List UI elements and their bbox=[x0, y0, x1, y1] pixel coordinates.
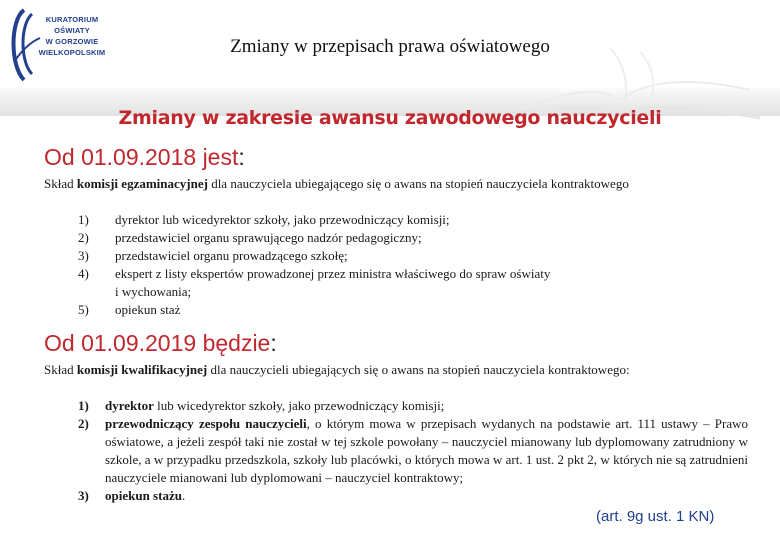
section-title: Zmiany w zakresie awansu zawodowego nauczycieli bbox=[118, 107, 662, 129]
logo-line: KURATORIUM bbox=[45, 15, 99, 24]
list-item bbox=[78, 211, 748, 229]
intro-text: dla nauczyciela ubiegającego się o awans na stopień nauczyciela kontraktowego bbox=[207, 176, 629, 191]
intro-2019 bbox=[44, 361, 748, 379]
logo-line: WIELKOPOLSKIM bbox=[38, 48, 106, 57]
heading-2018 bbox=[44, 144, 245, 171]
item-text: . bbox=[181, 488, 186, 503]
intro-2018 bbox=[44, 175, 748, 193]
item-text: opiekun staż bbox=[115, 302, 181, 317]
item-bold: dyrektor bbox=[105, 398, 154, 413]
heading-2019-text: Od 01.09.2019 będzie bbox=[44, 330, 271, 356]
list-item bbox=[78, 487, 748, 505]
item-bold: opiekun stażu bbox=[105, 488, 182, 503]
item-continuation: i wychowania; bbox=[115, 284, 192, 299]
intro-text: Skład bbox=[44, 362, 77, 377]
item-number: 1) bbox=[78, 212, 89, 227]
intro-bold: komisji egzaminacyjnej bbox=[76, 176, 208, 191]
heading-colon: : bbox=[238, 144, 245, 170]
list-item bbox=[78, 247, 748, 265]
item-number: 3) bbox=[78, 488, 89, 503]
intro-bold: komisji kwalifikacyjnej bbox=[76, 362, 208, 377]
logo-line: OŚWIATY bbox=[54, 26, 90, 35]
legal-citation: (art. 9g ust. 1 KN) bbox=[596, 508, 715, 525]
list-item bbox=[78, 415, 748, 487]
heading-2018-text: Od 01.09.2018 jest bbox=[44, 144, 239, 170]
item-number: 3) bbox=[78, 248, 89, 263]
intro-text: Skład bbox=[44, 176, 77, 191]
item-number: 2) bbox=[78, 230, 89, 245]
list-item bbox=[78, 397, 748, 415]
logo-line: W GORZOWIE bbox=[45, 37, 99, 46]
heading-colon: : bbox=[270, 330, 277, 356]
item-text: przedstawiciel organu sprawującego nadzór pedagogiczny; bbox=[115, 230, 422, 245]
list-item bbox=[78, 229, 748, 247]
item-text: , o którym mowa w przepisach wydanych na podstawie art. 111 ustawy – Prawo oświatowe, a jeżeli zespół taki nie został w tej szkole powołany – nauczyciel mianowany lub dyplomowany zatrudniony w szkole, a w przypadku przedszkola, szkoły lub placówki, o których mowa w art. 1 ust. 2 pkt 2, w których nie są zatrudnieni nauczyciele mianowani lub dyplomowani – nauczyciel kontraktowy; bbox=[105, 416, 749, 485]
page-title: Zmiany w przepisach prawa oświatowego bbox=[230, 36, 550, 57]
item-text: lub wicedyrektor szkoły, jako przewodniczący komisji; bbox=[153, 398, 445, 413]
committee-list-2019 bbox=[78, 397, 748, 505]
item-number: 2) bbox=[78, 416, 89, 431]
item-bold: przewodniczący zespołu nauczycieli bbox=[105, 416, 307, 431]
item-text: dyrektor lub wicedyrektor szkoły, jako przewodniczący komisji; bbox=[115, 212, 450, 227]
list-item bbox=[78, 265, 748, 301]
item-text: ekspert z listy ekspertów prowadzonej przez ministra właściwego do spraw oświaty bbox=[115, 266, 551, 281]
item-number: 4) bbox=[78, 266, 89, 281]
item-number: 5) bbox=[78, 302, 89, 317]
committee-list-2018 bbox=[78, 211, 748, 319]
item-number: 1) bbox=[78, 398, 89, 413]
intro-text: dla nauczycieli ubiegających się o awans na stopień nauczyciela kontraktowego: bbox=[207, 362, 630, 377]
item-text: przedstawiciel organu prowadzącego szkołę; bbox=[115, 248, 348, 263]
list-item bbox=[78, 301, 748, 319]
heading-2019 bbox=[44, 330, 277, 357]
